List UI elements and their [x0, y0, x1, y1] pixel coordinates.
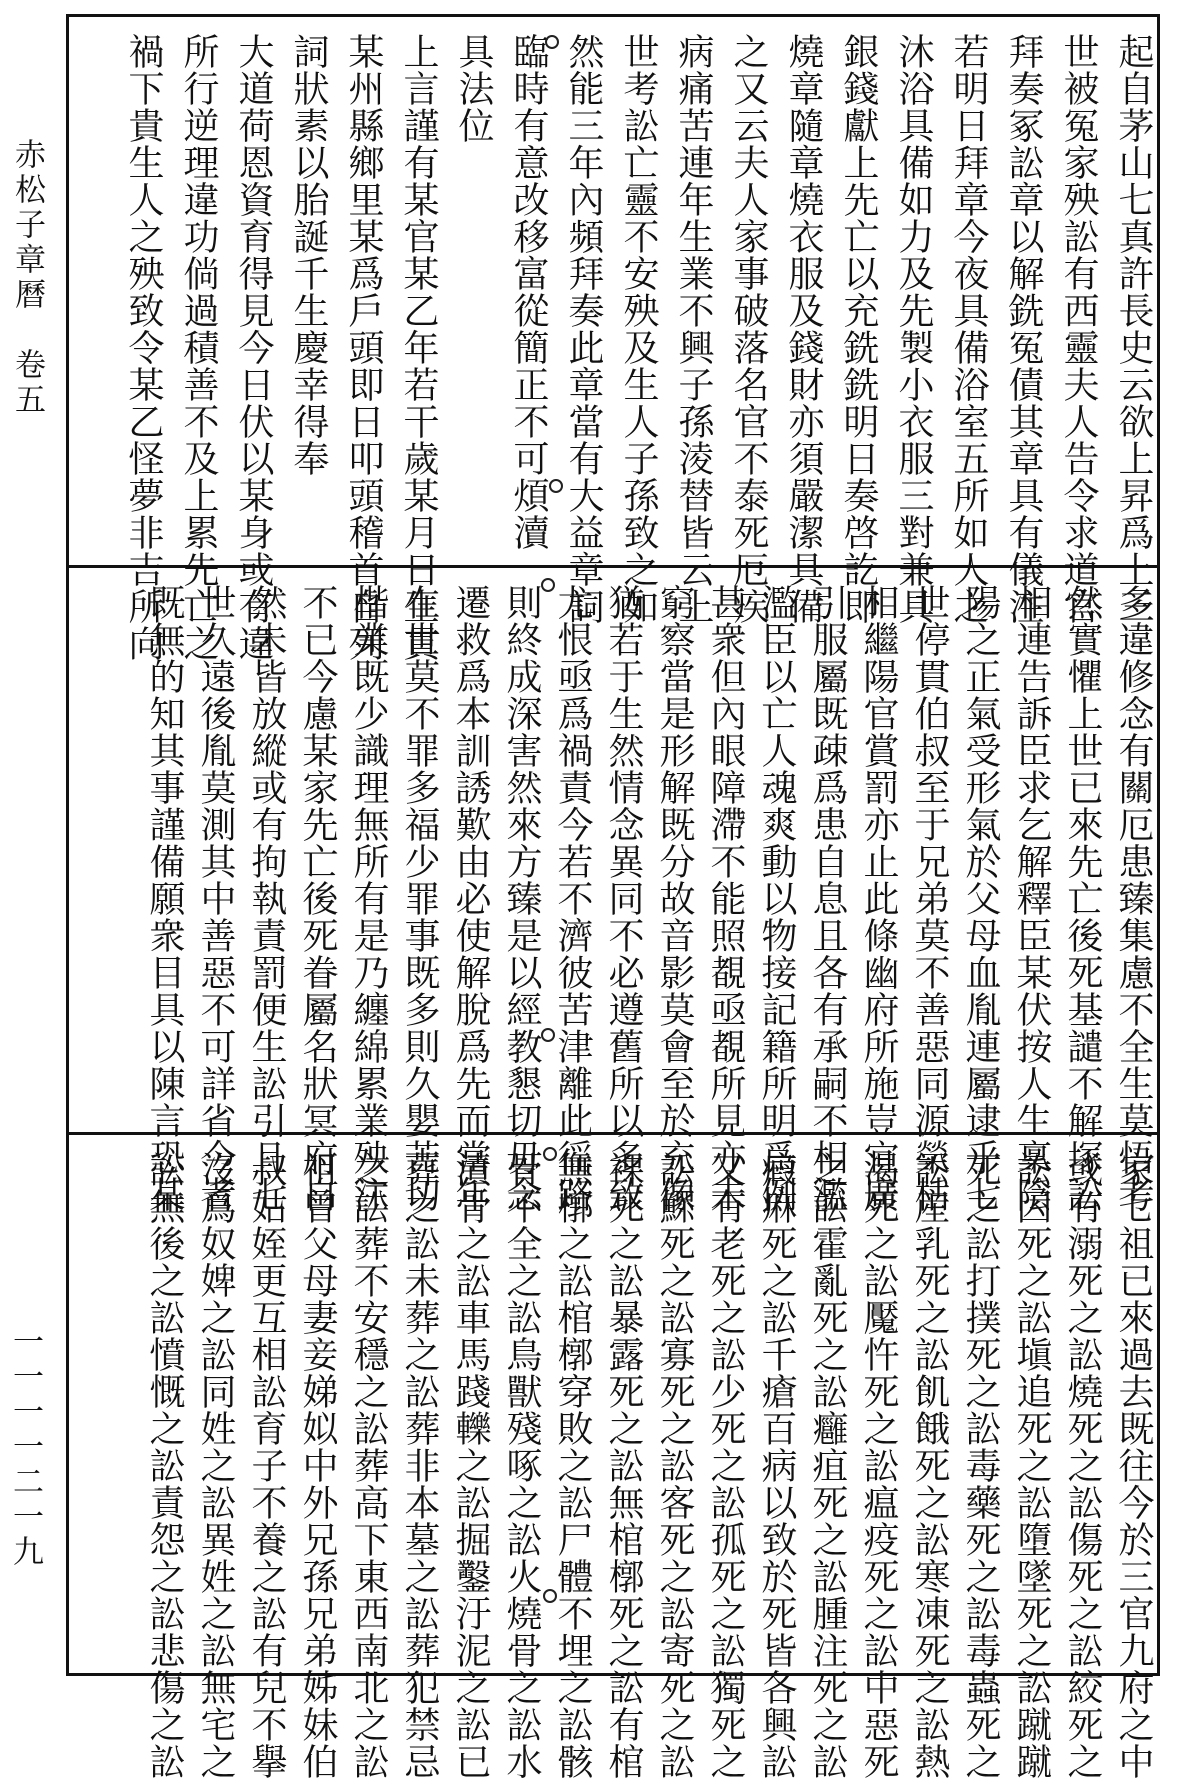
- text-column: 無槨之訟棺槨穿敗之訟尸體不埋之訟骸: [552, 1151, 593, 1780]
- text-column: 禍下貴生人之殃致令某乙怪夢非吉所向: [123, 33, 164, 662]
- text-column: 相繼陽官賞罰亦止此條幽府所施豈宜廣: [858, 584, 899, 1213]
- text-column: 瘕痳死之訟千瘡百病以致於死皆各興訟: [756, 1151, 797, 1780]
- text-column: 起自茅山七真許長史云欲上昇爲上三: [1113, 33, 1154, 625]
- text-column: 不已今慮某家先亡後死眷屬名狀冥府自: [297, 584, 338, 1213]
- text-column: 既無的知其事謹備願衆目具以陳言恐某: [144, 584, 185, 1213]
- text-column: 漬骨之訟車馬踐轢之訟掘鑿汙泥之訟已: [450, 1151, 491, 1780]
- text-column: 訟鰥死之訟寡死之訟客死之訟寄死之訟: [654, 1151, 695, 1780]
- text-column: 之又云夫人家事破落名官不泰死厄疾: [728, 33, 769, 625]
- text-column: 家七祖已來過去既往今於三官九府之中: [1113, 1151, 1154, 1780]
- text-column: 銀錢獻上先亡以充銑銑明日奏啓訖即: [838, 33, 879, 625]
- text-column: 之訟葬不安穩之訟葬高下東西南北之訟: [348, 1151, 389, 1780]
- text-column: 在世莫不罪多福少罪事既多則久嬰苦切: [399, 584, 440, 1213]
- text-column: 窮察當是形解既分故音影莫會至於充像: [654, 584, 695, 1213]
- text-column: 則終成深害然來方臻是以經教懇切毋念: [501, 584, 542, 1213]
- text-column: 世考訟亡靈不安殃及生人子孫致之如: [618, 33, 659, 625]
- text-column: 尤恨亟爲禍責今若不濟彼苦津離此徭路: [552, 584, 593, 1213]
- text-column: 或有溺死之訟燒死之訟傷死之訟絞死之: [1062, 1151, 1103, 1780]
- text-column: 沒爲奴婢之訟同姓之訟異姓之訟無宅之: [195, 1151, 236, 1780]
- column-list: [131, 1151, 1154, 1780]
- punctuation-circle: [541, 1028, 555, 1042]
- punctuation-circle: [549, 479, 563, 493]
- punctuation-circle: [541, 578, 555, 592]
- text-column: 猶若于生然情念異同不必遵舊所以多致: [603, 584, 644, 1213]
- text-column: 病痛苦連年生業不興子孫淩替皆云上: [673, 33, 714, 625]
- margin-book-title: 赤松子章曆 卷五: [9, 138, 45, 418]
- text-column: 渴死之訟魘忤死之訟瘟疫死之訟中惡死: [858, 1151, 899, 1780]
- text-column: 甚衆但內眼障滯不能照覩亟覩所見亦未: [705, 584, 746, 1213]
- text-column: 某州縣鄉里某爲戶頭即日叩頭稽首自列: [343, 33, 384, 662]
- text-column: 裸死之訟暴露死之訟無棺槨死之訟有棺: [603, 1151, 644, 1780]
- text-column: 所行逆理違功倘過積善不及上累先亡之: [178, 33, 219, 662]
- text-column: 沐浴具備如力及先製小衣服三對兼具: [893, 33, 934, 625]
- text-column: 世被冤家殃訟有西靈夫人告令求道官: [1058, 33, 1099, 625]
- text-column: 上言謹有某官某乙年若干歲某月日生貫: [398, 33, 439, 662]
- text-column: 叔姑姪更互相訟育子不養之訟有兒不擧: [246, 1151, 287, 1780]
- text-column: 然未皆放縱或有拘執責罰便生訟引且七: [246, 584, 287, 1213]
- text-block-middle: [69, 565, 1157, 1213]
- text-block-top: [69, 17, 1157, 662]
- text-column: 訟産乳死之訟飢餓死之訟寒凍死之訟熱: [909, 1151, 950, 1780]
- text-column: 遷救爲本訓誘歎由必使解脫爲先而當年: [450, 584, 491, 1213]
- text-column: 訟囚死之訟塡追死之訟墮墜死之訟蹴蹴: [1011, 1151, 1052, 1780]
- text-column: 多違修念有關厄患臻集慮不全生莫悟考: [1113, 584, 1154, 1213]
- text-column: 濫臣以亡人魂爽動以物接記籍所明爲例: [756, 584, 797, 1213]
- page-frame: [66, 14, 1160, 1780]
- punctuation-circle: [543, 1589, 557, 1603]
- text-column: 然能三年內頻拜奏此章當有大益章詞: [563, 33, 604, 625]
- text-column: 然實懼上世已來先亡後死基譴不解塚訟: [1062, 584, 1103, 1213]
- text-column: 之訟霍亂死之訟癰疽死之訟腫注死之訟: [807, 1151, 848, 1780]
- text-column: 相連告訴臣求乞解釋臣某伏按人生稟陰: [1011, 584, 1052, 1213]
- text-column: 世停貫伯叔至于兄弟莫不善惡同源榮枯: [909, 584, 950, 1213]
- text-column: 葬之訟未葬之訟葬非本墓之訟葬犯禁忌: [399, 1151, 440, 1780]
- text-column: 陽之正氣受形氣於父母血胤連屬逮乎七: [960, 584, 1001, 1213]
- text-column: 若明日拜章今夜具備浴室五所如人之: [948, 33, 989, 625]
- text-column: 祖曾父母妻妾娣姒中外兄孫兄弟姊妹伯: [297, 1151, 338, 1780]
- column-list: [131, 584, 1154, 1213]
- text-column: 訟無後之訟憤慨之訟責怨之訟悲傷之訟: [144, 1151, 185, 1780]
- punctuation-circle: [545, 35, 559, 49]
- text-column: 燒章隨章燒衣服及錢財亦須嚴潔具備: [783, 33, 824, 625]
- text-column: 詞狀素以胎誕千生慶幸得奉: [288, 33, 329, 477]
- text-column: 骨不全之訟鳥獸殘啄之訟火燒骨之訟水: [501, 1151, 542, 1780]
- margin-page-number: 一一一一二一九: [7, 1325, 43, 1570]
- text-column: 又有老死之訟少死之訟孤死之訟獨死之: [705, 1151, 746, 1780]
- text-column: 死之訟打撲死之訟毒藥死之訟毒蟲死之: [960, 1151, 1001, 1780]
- text-column: 大道荷恩資育得見今日伏以某身或有違: [233, 33, 274, 662]
- text-column: 具法位: [453, 33, 494, 144]
- text-column: 楷業既少識理無所有是乃纏綿累業殃注: [348, 584, 389, 1213]
- text-column: 拜奏冢訟章以解銑冤債其章具有儀注: [1003, 33, 1044, 625]
- text-column: 世久遠後胤莫測其中善惡不可詳省今者: [195, 584, 236, 1213]
- text-block-bottom: [69, 1132, 1157, 1780]
- text-column: 臨時有意改移富從簡正不可煩瀆: [508, 33, 549, 551]
- punctuation-circle: [543, 1147, 557, 1161]
- text-column: 引服屬既疎爲患自息且各有承嗣不相濫: [807, 584, 848, 1213]
